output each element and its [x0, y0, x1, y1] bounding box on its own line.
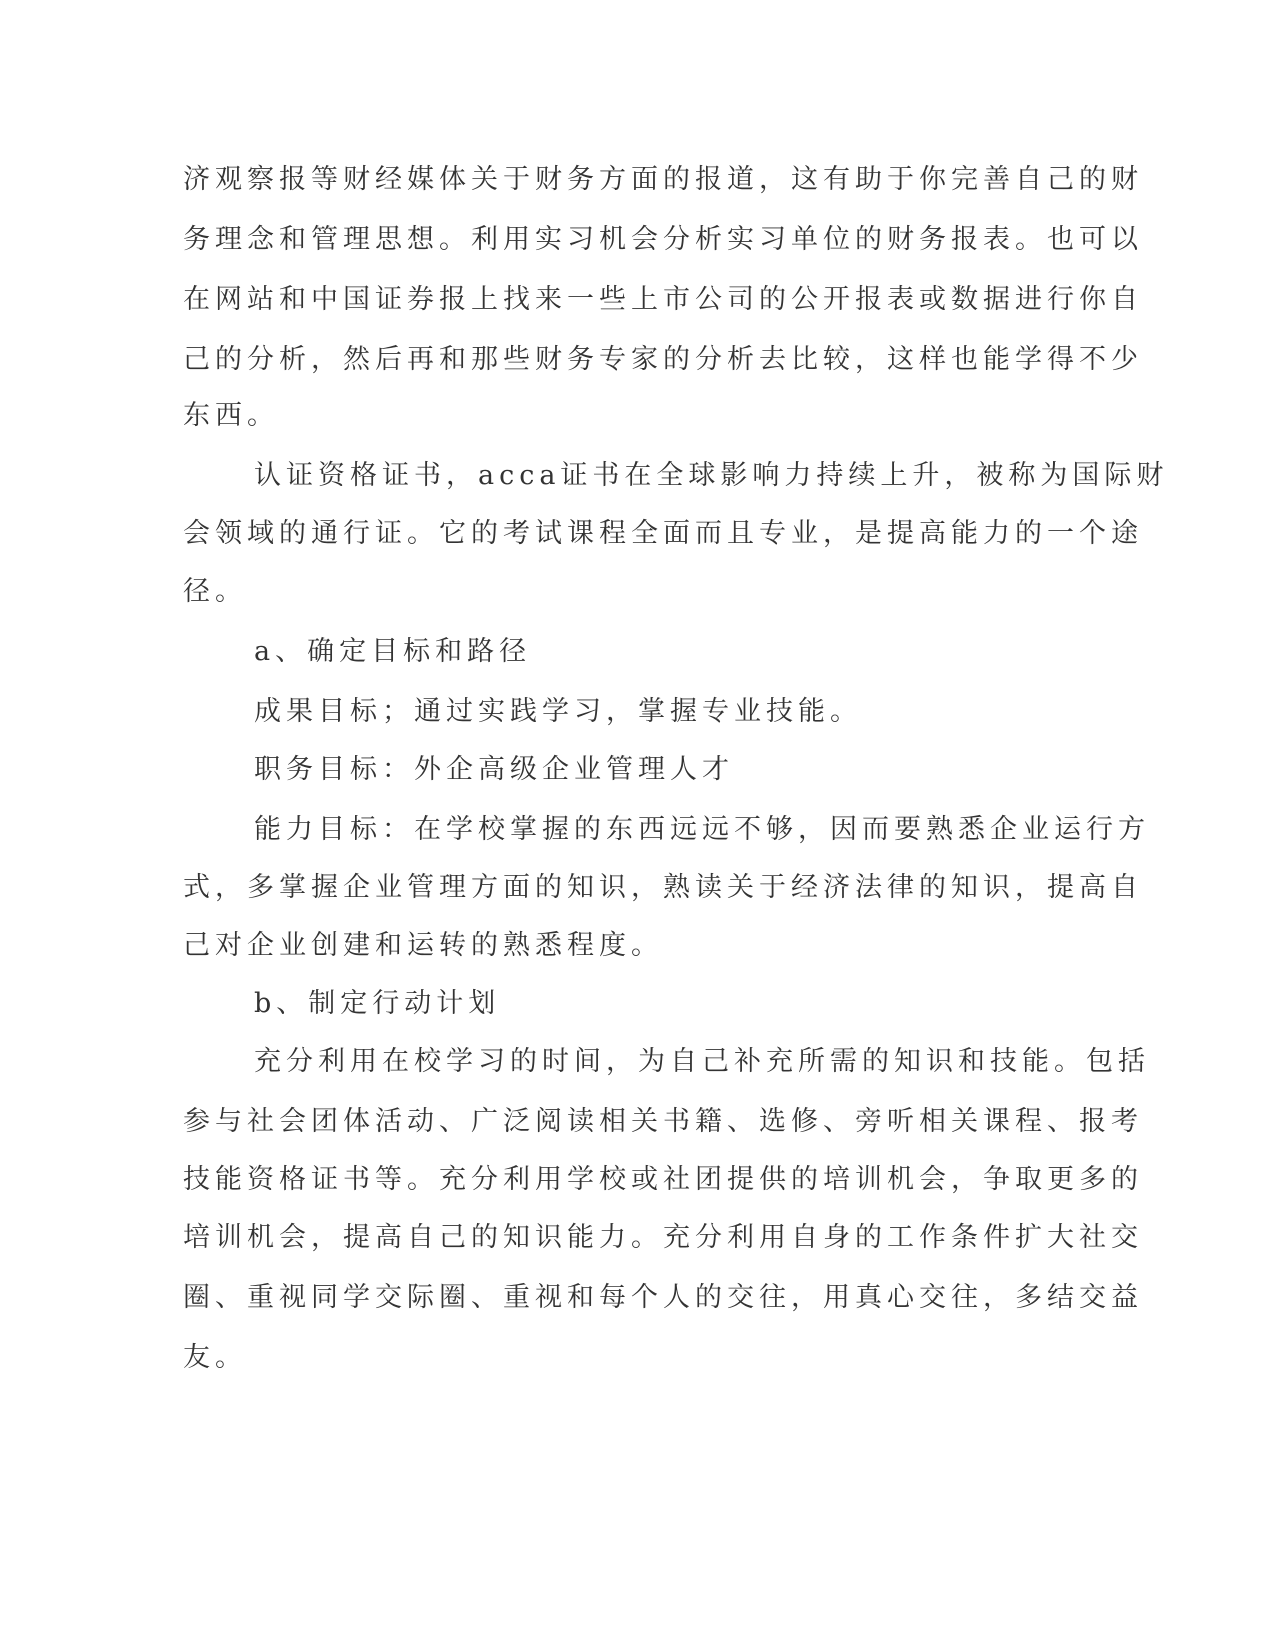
- section-heading-a: a、确定目标和路径: [254, 636, 532, 667]
- goal-ability-line: 能力目标：在学校掌握的东西远远不够，因而要熟悉企业运行方: [254, 814, 1150, 845]
- text-line: 己的分析，然后再和那些财务专家的分析去比较，这样也能学得不少: [183, 344, 1143, 375]
- text-line: 济观察报等财经媒体关于财务方面的报道，这有助于你完善自己的财: [183, 164, 1143, 195]
- text-line: 技能资格证书等。充分利用学校或社团提供的培训机会，争取更多的: [183, 1164, 1143, 1195]
- paragraph-first-line: 认证资格证书，acca证书在全球影响力持续上升，被称为国际财: [254, 460, 1169, 491]
- section-heading-b: b、制定行动计划: [254, 988, 501, 1019]
- text-line: 会领域的通行证。它的考试课程全面而且专业，是提高能力的一个途: [183, 518, 1143, 549]
- text-line: 圈、重视同学交际圈、重视和每个人的交往，用真心交往，多结交益: [183, 1282, 1143, 1313]
- text-line: 己对企业创建和运转的熟悉程度。: [183, 930, 663, 961]
- text-line: 东西。: [183, 400, 279, 431]
- text-line: 在网站和中国证券报上找来一些上市公司的公开报表或数据进行你自: [183, 284, 1143, 315]
- text-line: 式，多掌握企业管理方面的知识，熟读关于经济法律的知识，提高自: [183, 872, 1143, 903]
- text-line: 友。: [183, 1342, 247, 1373]
- text-line: 参与社会团体活动、广泛阅读相关书籍、选修、旁听相关课程、报考: [183, 1106, 1143, 1137]
- goal-outcome-line: 成果目标；通过实践学习，掌握专业技能。: [254, 696, 862, 727]
- text-line: 径。: [183, 576, 247, 607]
- text-line: 务理念和管理思想。利用实习机会分析实习单位的财务报表。也可以: [183, 224, 1143, 255]
- text-line: 培训机会，提高自己的知识能力。充分利用自身的工作条件扩大社交: [183, 1222, 1143, 1253]
- goal-position-line: 职务目标：外企高级企业管理人才: [254, 754, 734, 785]
- paragraph-first-line: 充分利用在校学习的时间，为自己补充所需的知识和技能。包括: [254, 1046, 1150, 1077]
